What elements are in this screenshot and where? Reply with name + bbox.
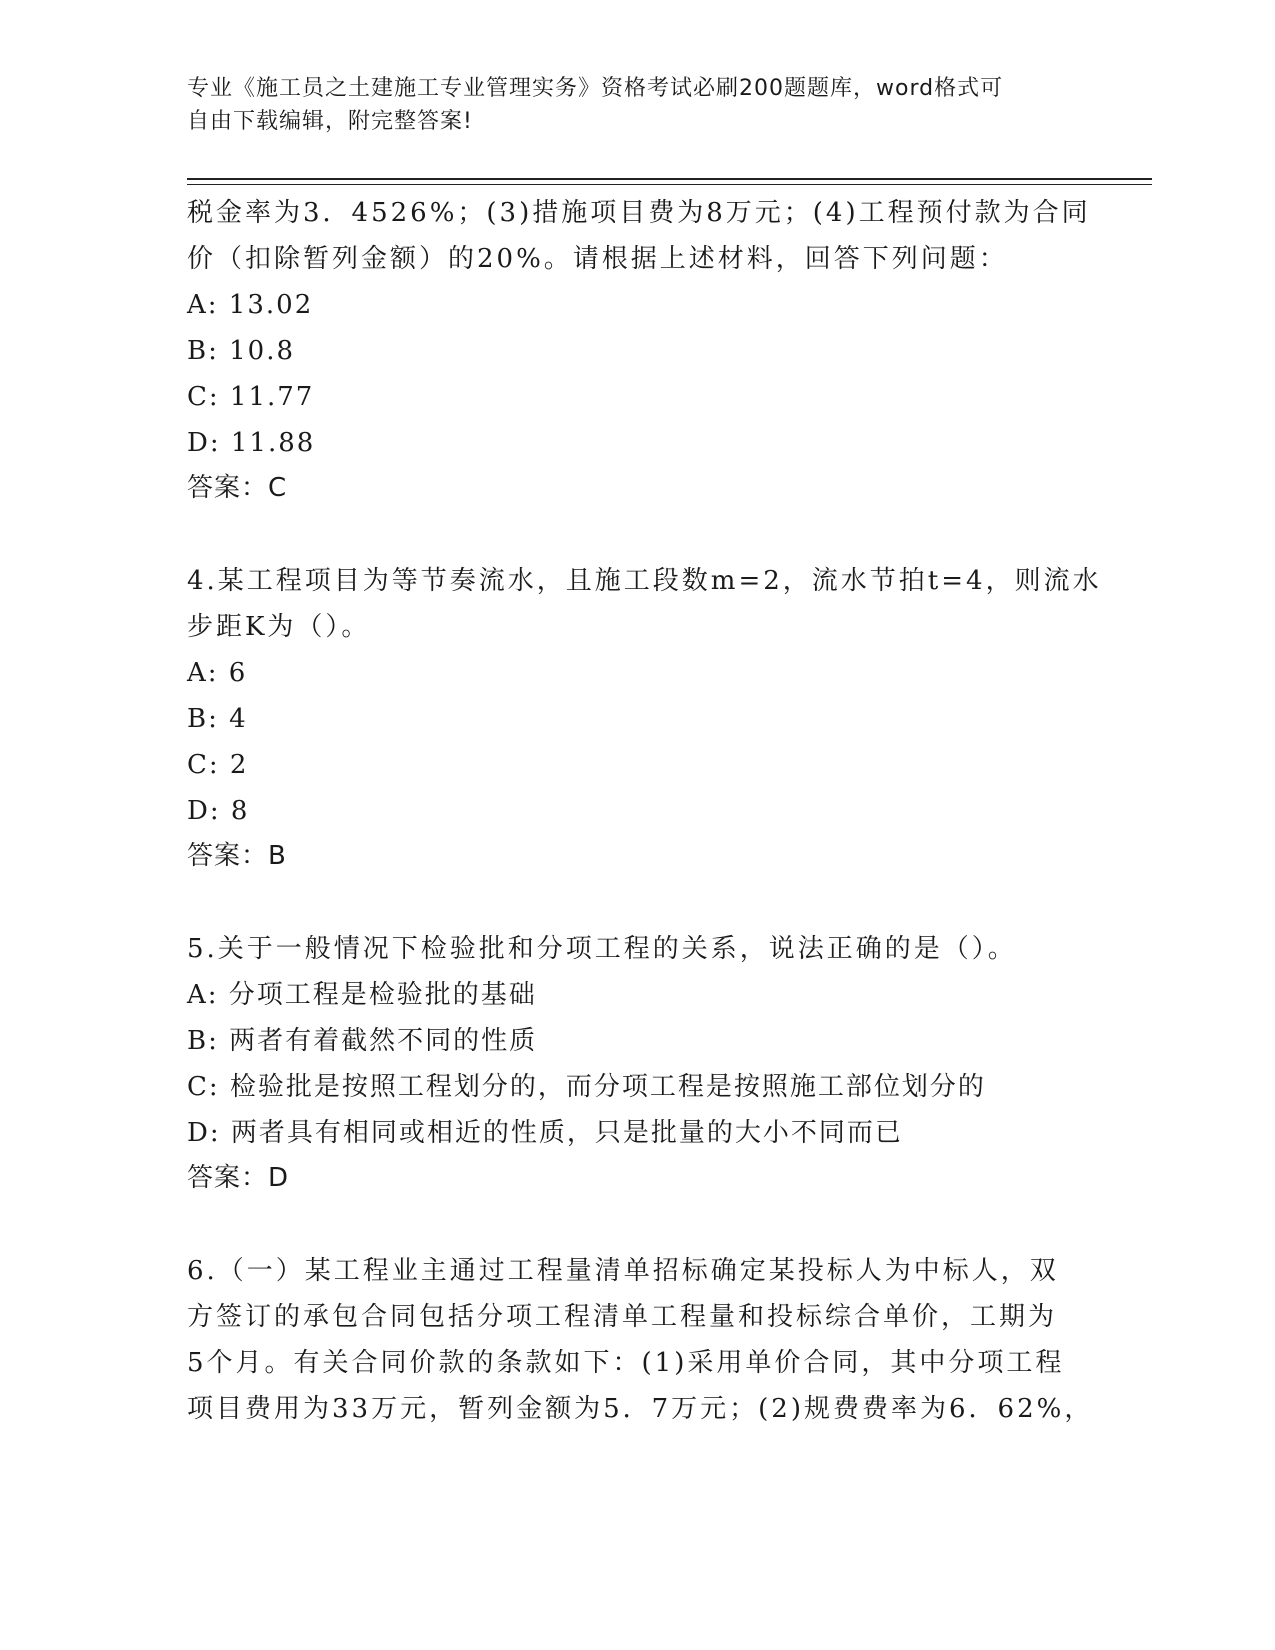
question-text-line: 4.某工程项目为等节奏流水，且施工段数m=2，流水节拍t=4，则流水 — [187, 566, 1102, 596]
question-text-line: 步距K为（）。 — [187, 612, 371, 642]
option-c: C: 11.77 — [187, 382, 315, 412]
question-text-line: 方签订的承包合同包括分项工程清单工程量和投标综合单价，工期为 — [187, 1302, 1058, 1332]
document-header — [187, 72, 1067, 138]
document-body — [187, 190, 1102, 1432]
question-text-line: 项目费用为33万元，暂列金额为5．7万元；(2)规费费率为6．62%， — [187, 1394, 1094, 1424]
option-d: D: 11.88 — [187, 428, 316, 458]
header-line-1: 专业《施工员之土建施工专业管理实务》资格考试必刷200题题库，word格式可 — [187, 76, 1004, 101]
question-text-line: 价（扣除暂列金额）的20%。请根据上述材料，回答下列问题： — [187, 244, 1008, 274]
header-line-2: 自由下载编辑，附完整答案! — [187, 109, 473, 134]
question-text-line: 5个月。有关合同价款的条款如下：(1)采用单价合同，其中分项工程 — [187, 1348, 1065, 1378]
option-a: A: 13.02 — [187, 290, 314, 320]
option-c: C: 2 — [187, 750, 249, 780]
option-d: D: 8 — [187, 796, 250, 826]
question-text-line: 税金率为3．4526%；(3)措施项目费为8万元；(4)工程预付款为合同 — [187, 198, 1091, 228]
option-a: A: 6 — [187, 658, 248, 688]
question-text-line: 5.关于一般情况下检验批和分项工程的关系，说法正确的是（）。 — [187, 934, 1017, 964]
answer-line: 答案：B — [187, 841, 287, 871]
header-divider-thin — [187, 184, 1152, 185]
question-3-block — [187, 190, 1091, 510]
question-4-block — [187, 558, 1102, 878]
option-d: D: 两者具有相同或相近的性质，只是批量的大小不同而已 — [187, 1118, 903, 1148]
option-b: B: 两者有着截然不同的性质 — [187, 1026, 538, 1056]
option-c: C: 检验批是按照工程划分的，而分项工程是按照施工部位划分的 — [187, 1072, 986, 1102]
option-a: A: 分项工程是检验批的基础 — [187, 980, 537, 1010]
answer-line: 答案：D — [187, 1163, 290, 1193]
question-5-block — [187, 926, 1087, 1200]
header-divider-thick — [187, 178, 1152, 180]
option-b: B: 10.8 — [187, 336, 296, 366]
option-b: B: 4 — [187, 704, 248, 734]
question-text-line: 6.（一）某工程业主通过工程量清单招标确定某投标人为中标人，双 — [187, 1256, 1059, 1286]
question-6-block — [187, 1248, 1094, 1432]
answer-line: 答案：C — [187, 473, 288, 503]
